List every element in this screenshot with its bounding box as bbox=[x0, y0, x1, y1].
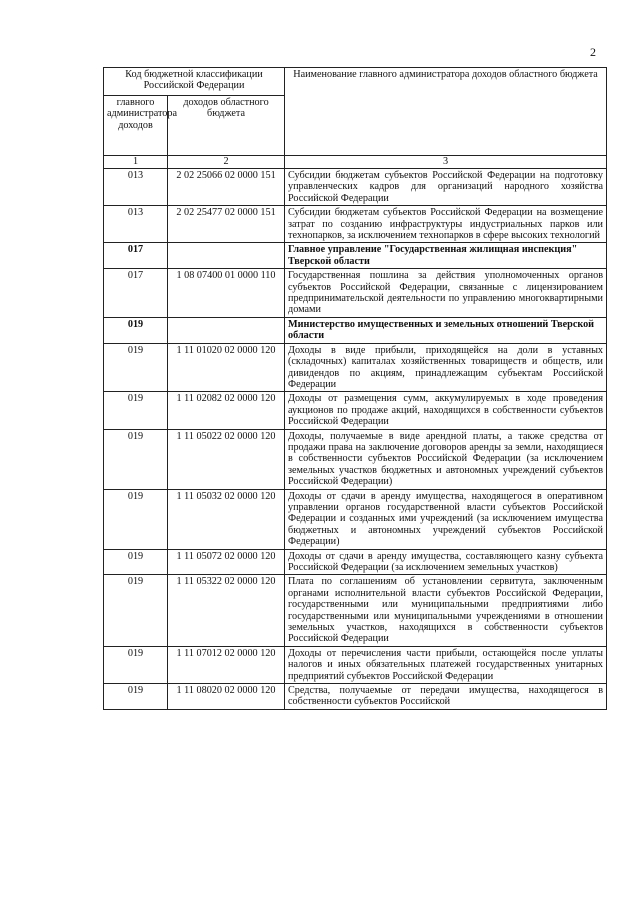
table-row bbox=[104, 343, 607, 392]
admin-code-cell: 013 bbox=[104, 169, 168, 206]
revenue-code-cell: 1 11 07012 02 0000 120 bbox=[168, 646, 285, 683]
description-cell: Субсидии бюджетам субъектов Российской Федерации на подготовку управленческих кадров для организаций народного хозяйства Российской Федерации bbox=[285, 169, 607, 206]
administrator-heading-row bbox=[104, 317, 607, 343]
revenue-code-cell: 1 11 02082 02 0000 120 bbox=[168, 392, 285, 429]
column-number: 2 bbox=[168, 156, 285, 169]
revenue-code-cell: 2 02 25066 02 0000 151 bbox=[168, 169, 285, 206]
admin-code-cell: 019 bbox=[104, 489, 168, 549]
admin-code-cell: 017 bbox=[104, 243, 168, 269]
admin-code-cell: 019 bbox=[104, 684, 168, 710]
table-row bbox=[104, 684, 607, 710]
table-row bbox=[104, 206, 607, 243]
admin-code-cell: 019 bbox=[104, 392, 168, 429]
admin-code-cell: 019 bbox=[104, 317, 168, 343]
column-number-row bbox=[104, 156, 607, 169]
revenue-code-cell: 1 08 07400 01 0000 110 bbox=[168, 269, 285, 318]
admin-code-cell: 017 bbox=[104, 269, 168, 318]
administrator-name-cell: Министерство имущественных и земельных отношений Тверской области bbox=[285, 317, 607, 343]
table-row bbox=[104, 549, 607, 575]
revenue-code-cell bbox=[168, 317, 285, 343]
revenue-code-cell bbox=[168, 243, 285, 269]
table-row bbox=[104, 429, 607, 489]
table-row bbox=[104, 169, 607, 206]
table-row bbox=[104, 392, 607, 429]
description-cell: Государственная пошлина за действия уполномоченных органов субъектов Российской Федерации, связанные с лицензированием предпринимательской деятельности по управлению многоквартирными домами bbox=[285, 269, 607, 318]
revenue-code-cell: 1 11 05072 02 0000 120 bbox=[168, 549, 285, 575]
column-number: 3 bbox=[285, 156, 607, 169]
admin-code-cell: 019 bbox=[104, 343, 168, 392]
revenue-code-cell: 1 11 05022 02 0000 120 bbox=[168, 429, 285, 489]
revenue-code-cell: 1 11 08020 02 0000 120 bbox=[168, 684, 285, 710]
admin-code-cell: 019 bbox=[104, 549, 168, 575]
description-cell: Доходы от перечисления части прибыли, остающейся после уплаты налогов и иных обязательных платежей государственных унитарных предприятий субъектов Российской Федерации bbox=[285, 646, 607, 683]
description-cell: Доходы от сдачи в аренду имущества, находящегося в оперативном управлении органов государственной власти субъектов Российской Федерации и созданных ими учреждений (за исключением имущества бюджетных и автономных учреждений субъектов Российской Федерации) bbox=[285, 489, 607, 549]
admin-code-cell: 013 bbox=[104, 206, 168, 243]
administrator-name-header: Наименование главного администратора доходов областного бюджета bbox=[285, 68, 607, 156]
table-row bbox=[104, 269, 607, 318]
table-row bbox=[104, 646, 607, 683]
table-row bbox=[104, 575, 607, 646]
description-cell: Доходы, получаемые в виде арендной платы, а также средства от продажи права на заключение договоров аренды за земли, находящиеся в собственности субъектов Российской Федерации (за исключением земельных участков бюджетных и автономных учреждений субъектов Российской Федерации) bbox=[285, 429, 607, 489]
description-cell: Доходы от сдачи в аренду имущества, составляющего казну субъекта Российской Федерации (за исключением земельных участков) bbox=[285, 549, 607, 575]
admin-code-cell: 019 bbox=[104, 575, 168, 646]
revenue-code-header: доходов областного бюджета bbox=[168, 96, 285, 156]
main-administrator-header: главного администратора доходов bbox=[104, 96, 168, 156]
budget-classification-table bbox=[103, 67, 607, 710]
table-row bbox=[104, 489, 607, 549]
administrator-name-cell: Главное управление "Государственная жилищная инспекция" Тверской области bbox=[285, 243, 607, 269]
budget-code-group-header: Код бюджетной классификации Российской Федерации bbox=[104, 68, 285, 96]
description-cell: Доходы в виде прибыли, приходящейся на доли в уставных (складочных) капиталах хозяйственных товариществ и обществ, или дивидендов по акциям, принадлежащим субъектам Российской Федерации bbox=[285, 343, 607, 392]
admin-code-cell: 019 bbox=[104, 646, 168, 683]
description-cell: Средства, получаемые от передачи имущества, находящегося в собственности субъектов Российской bbox=[285, 684, 607, 710]
revenue-code-cell: 1 11 05032 02 0000 120 bbox=[168, 489, 285, 549]
admin-code-cell: 019 bbox=[104, 429, 168, 489]
column-number: 1 bbox=[104, 156, 168, 169]
description-cell: Плата по соглашениям об установлении сервитута, заключенным органами исполнительной власти субъектов Российской Федерации, государственными или муниципальными предприятиями либо государственными или муниципальными учреждениями в отношении земельных участков, находящихся в собственности субъектов Российской Федерации bbox=[285, 575, 607, 646]
revenue-code-cell: 1 11 05322 02 0000 120 bbox=[168, 575, 285, 646]
administrator-heading-row bbox=[104, 243, 607, 269]
revenue-code-cell: 2 02 25477 02 0000 151 bbox=[168, 206, 285, 243]
page-number: 2 bbox=[590, 45, 596, 59]
revenue-code-cell: 1 11 01020 02 0000 120 bbox=[168, 343, 285, 392]
description-cell: Субсидии бюджетам субъектов Российской Федерации на возмещение затрат по созданию инфраструктуры индустриальных парков или технопарков, за исключением технопарков в сфере высоких технологий bbox=[285, 206, 607, 243]
description-cell: Доходы от размещения сумм, аккумулируемых в ходе проведения аукционов по продаже акций, находящихся в собственности субъектов Российской Федерации bbox=[285, 392, 607, 429]
